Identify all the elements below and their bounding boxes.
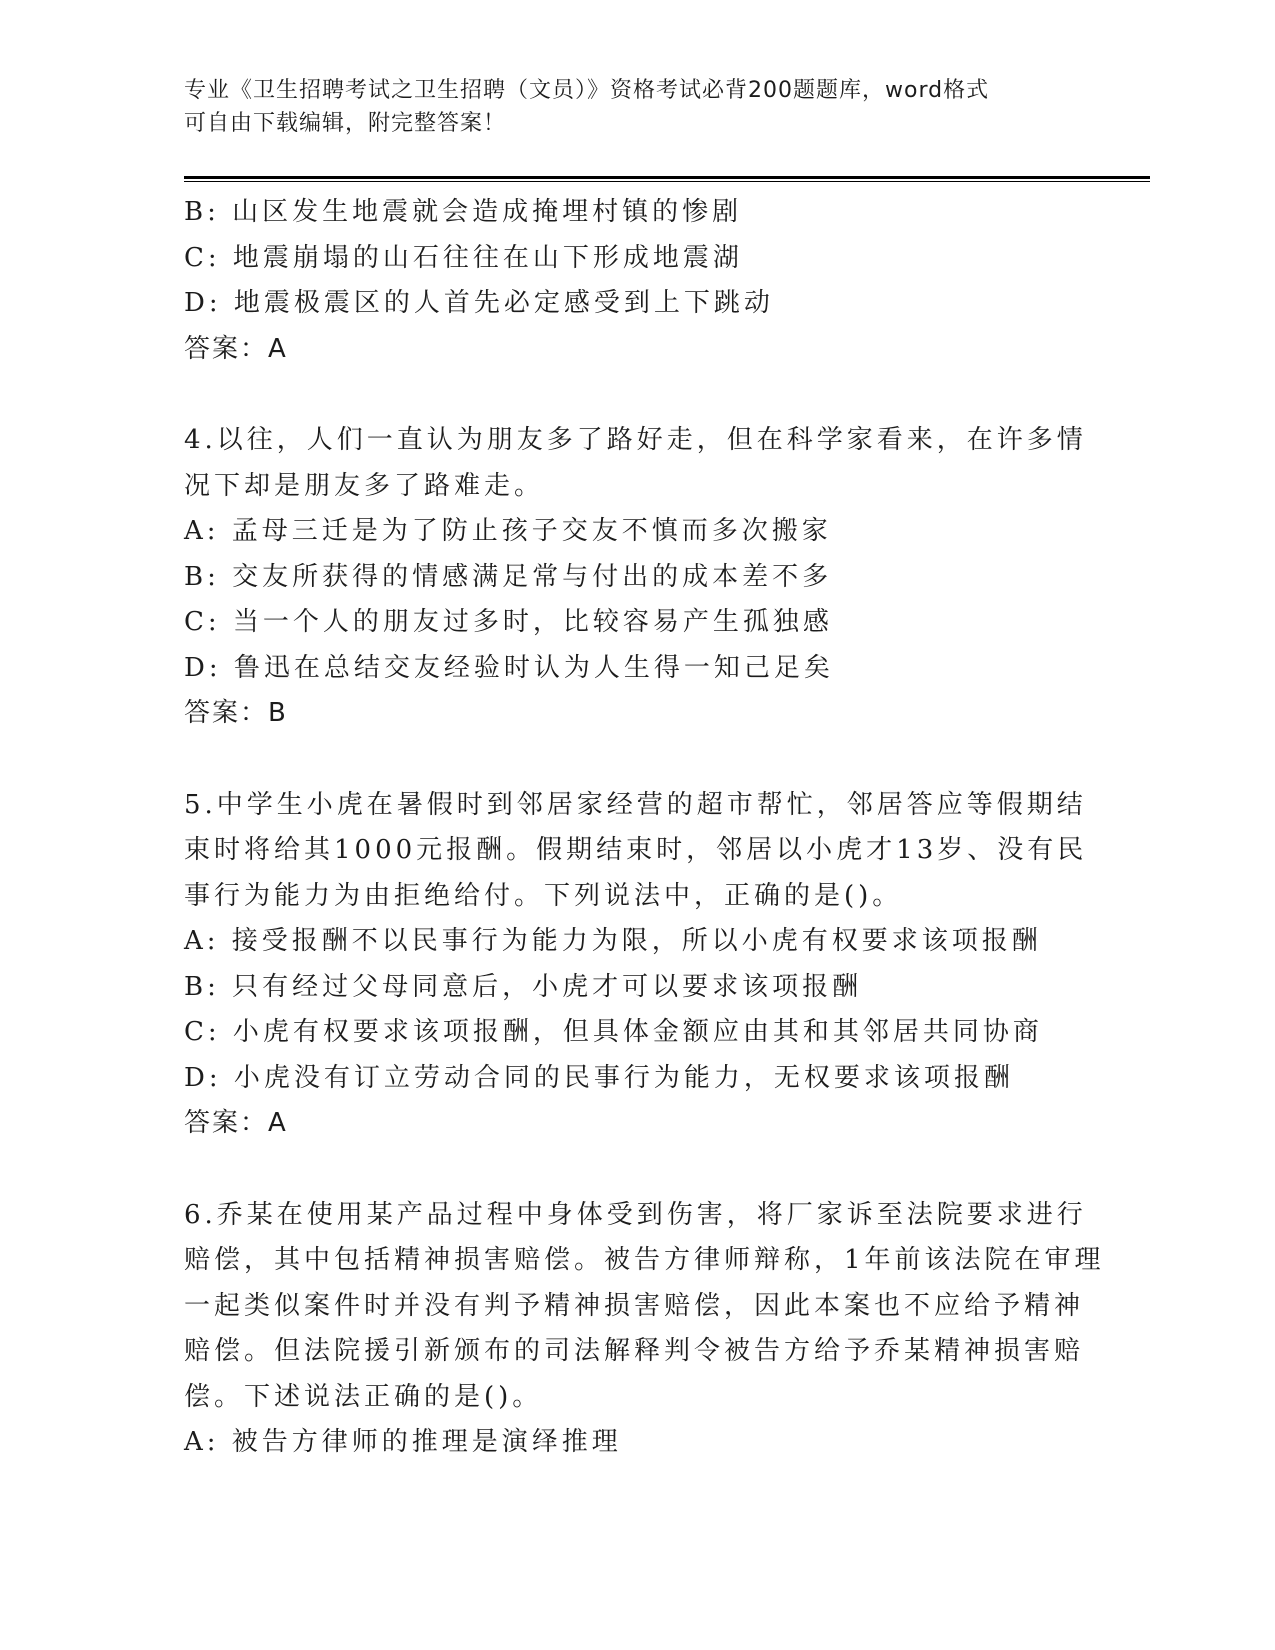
question-4 [184,418,1087,737]
header-title-line-1: 专业《卫生招聘考试之卫生招聘（文员）》资格考试必背200题题库，word格式 [184,78,990,103]
q5-option-d: D: 小虎没有订立劳动合同的民事行为能力，无权要求该项报酬 [184,1062,1014,1093]
q5-stem-line-2: 束时将给其1000元报酬。假期结束时，邻居以小虎才13岁、没有民 [184,835,1088,865]
q5-answer: 答案：A [184,1108,288,1138]
header-divider-thick [184,176,1150,179]
spacer [184,737,1084,783]
question-3-tail [184,190,1084,372]
q4-option-d: D: 鲁迅在总结交友经验时认为人生得一知己足矣 [184,652,834,683]
q6-stem-line-5: 偿。下述说法正确的是()。 [184,1381,543,1412]
question-6 [184,1193,1105,1466]
q6-stem-line-2: 赔偿，其中包括精神损害赔偿。被告方律师辩称，1年前该法院在审理 [184,1245,1105,1275]
q6-stem-line-3: 一起类似案件时并没有判予精神损害赔偿，因此本案也不应给予精神 [184,1290,1085,1321]
q5-option-c: C: 小虎有权要求该项报酬，但具体金额应由其和其邻居共同协商 [184,1017,1043,1047]
q5-stem-line-3: 事行为能力为由拒绝给付。下列说法中，正确的是()。 [184,880,903,911]
question-content [184,190,1105,1466]
q4-stem-line-2: 况下却是朋友多了路难走。 [184,470,545,501]
q6-stem-line-4: 赔偿。但法院援引新颁布的司法解释判令被告方给予乔某精神损害赔 [184,1336,1085,1366]
q3-answer: 答案：A [184,333,288,364]
q5-option-a: A: 接受报酬不以民事行为能力为限，所以小虎有权要求该项报酬 [184,926,1042,956]
q3-option-d: D: 地震极震区的人首先必定感受到上下跳动 [184,288,774,318]
header-divider-thin [184,181,1150,182]
q6-stem-line-1: 6.乔某在使用某产品过程中身体受到伤害，将厂家诉至法院要求进行 [184,1199,1087,1230]
q3-option-c: C: 地震崩塌的山石往往在山下形成地震湖 [184,242,743,273]
header-title-line-2: 可自由下载编辑，附完整答案！ [184,111,507,136]
q6-option-a: A: 被告方律师的推理是演绎推理 [184,1427,622,1457]
page-header [184,74,1064,140]
question-5 [184,783,1088,1147]
q4-option-c: C: 当一个人的朋友过多时，比较容易产生孤独感 [184,607,833,637]
q4-option-b: B: 交友所获得的情感满足常与付出的成本差不多 [184,561,833,592]
q5-stem-line-1: 5.中学生小虎在暑假时到邻居家经营的超市帮忙，邻居答应等假期结 [184,789,1087,820]
q5-option-b: B: 只有经过父母同意后，小虎才可以要求该项报酬 [184,971,863,1002]
q4-stem-line-1: 4.以往，人们一直认为朋友多了路好走，但在科学家看来，在许多情 [184,425,1087,455]
q4-option-a: A: 孟母三迁是为了防止孩子交友不慎而多次搬家 [184,516,832,546]
q4-answer: 答案：B [184,698,288,728]
q3-option-b: B: 山区发生地震就会造成掩埋村镇的惨剧 [184,197,743,227]
spacer [184,372,1084,418]
spacer [184,1147,1084,1193]
